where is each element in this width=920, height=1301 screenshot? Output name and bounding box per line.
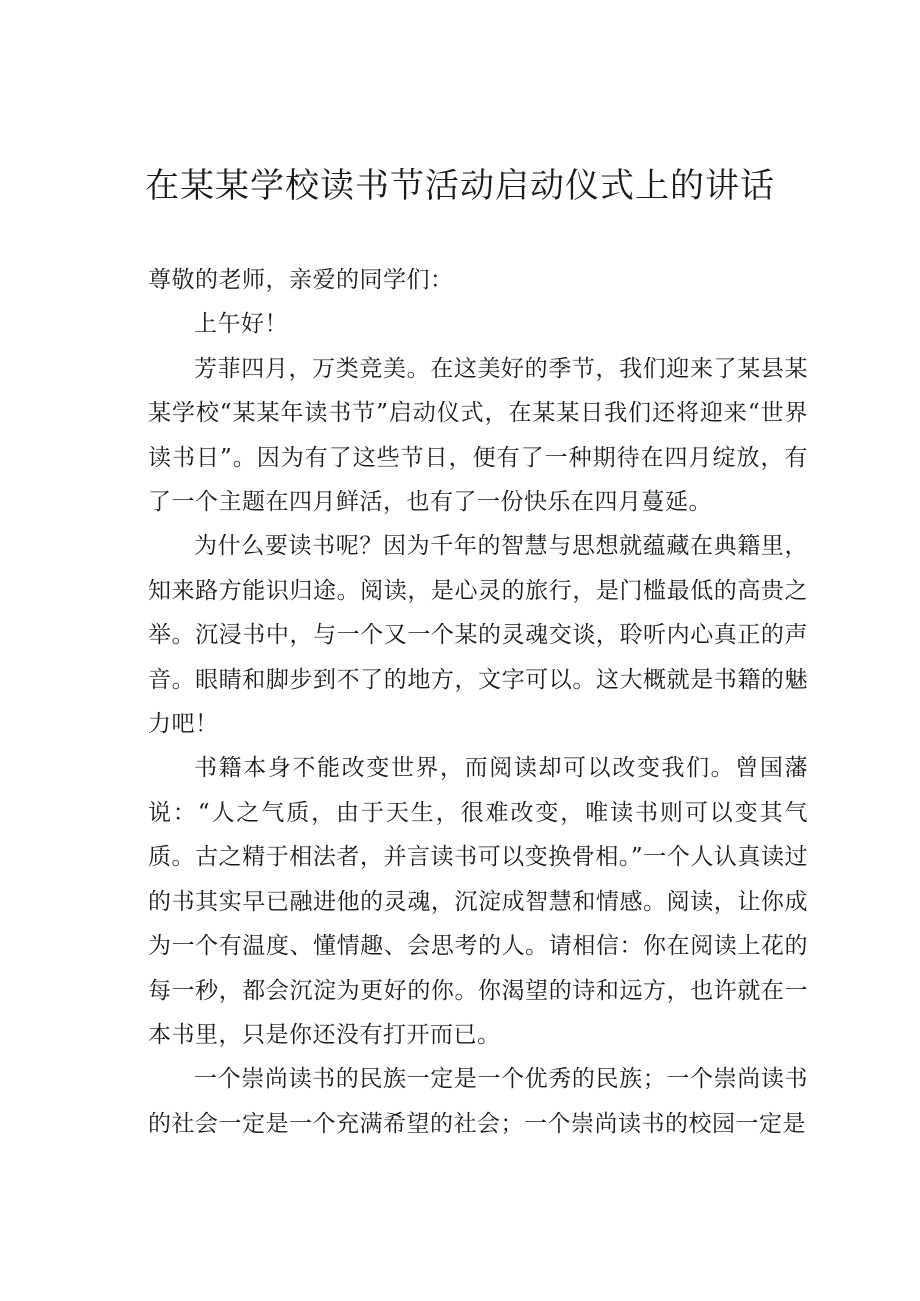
paragraph-why-read: 为什么要读书呢？因为千年的智慧与思想就蕴藏在典籍里，知来路方能识归途。阅读，是心灵的旅行，是门槛最低的高贵之举。沉浸书中，与一个又一个某的灵魂交谈，聆听内心真正的声音。眼睛和脚步到不了的地方，文字可以。这大概就是书籍的魅力吧！ <box>148 533 808 738</box>
document-title: 在某某学校读书节活动启动仪式上的讲话 <box>145 166 775 206</box>
paragraph-reading-changes-us: 书籍本身不能改变世界，而阅读却可以改变我们。曾国藩说：“人之气质，由于天生，很难改变，唯读书则可以变其气质。古之精于相法者，并言读书可以变换骨相。”一个人认真读过的书其实早已融进他的灵魂，沉淀成智慧和情感。阅读，让你成为一个有温度、懂情趣、会思考的人。请相信：你在阅读上花的每一秒，都会沉淀为更好的你。你渴望的诗和远方，也许就在一本书里，只是你还没有打开而已。 <box>148 755 808 1048</box>
speech-body <box>148 258 808 1146</box>
paragraph-spring-festival: 芳菲四月，万类竞美。在这美好的季节，我们迎来了某县某某学校“某某年读书节”启动仪式，在某某日我们还将迎来“世界读书日”。因为有了这些节日，便有了一种期待在四月绽放，有了一个主题在四月鲜活，也有了一份快乐在四月蔓延。 <box>148 355 808 516</box>
greeting: 上午好！ <box>194 311 288 338</box>
paragraph-reading-nation: 一个崇尚读书的民族一定是一个优秀的民族；一个崇尚读书的社会一定是一个充满希望的社会；一个崇尚读书的校园一定是 <box>148 1066 808 1137</box>
salutation: 尊敬的老师，亲爱的同学们： <box>148 267 454 293</box>
